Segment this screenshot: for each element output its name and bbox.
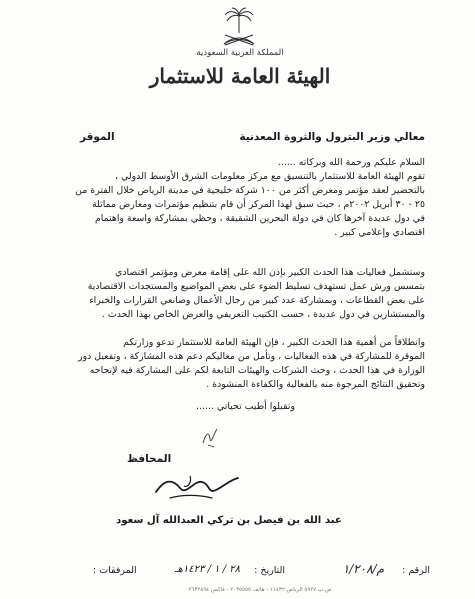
body-line: بتمسس ورش عمل تستهدف تسليط الضوء على بعض المواضيع والمستجدات الاقتصادية	[87, 281, 425, 292]
body-line: تقوم الهيئة العامة للاستثمار بالتنسيق مع مركز معلومات الشرق الأوسط الدولي ،	[114, 171, 425, 182]
ref-number-label: الرقم :	[402, 565, 430, 576]
footer-address: ص.ب ٥٩٢٧ الرياض ١١٤٣٢ - هاتف ٢٠٣٥٥٥٥ - فاكس ٢٦٣٢٨٩٤	[188, 587, 332, 593]
body-line: في دول عديدة آخرها كان في دولة البحرين الشقيقة ، وحظي بمشاركة واسعة واهتمام	[94, 213, 425, 224]
body-line: الوزارة في هذا الحدث ، وحث الشركات والهيئات التابعة لكم على المشاركة فيه لإنجاحه	[89, 365, 425, 376]
body-line: السلام عليكم ورحمة الله وبركاته ......	[277, 157, 425, 168]
governor-title: المحافظ	[127, 453, 172, 465]
kingdom-name: المملكة العربية السعودية	[196, 48, 284, 58]
honorific: الموقر	[80, 131, 115, 143]
body-line: وستشمل فعاليات هذا الحدث الكبير بإذن الله على إقامة معرض ومؤتمر اقتصادي	[115, 267, 425, 278]
body-line: ٢٥ - ٣٠ أبريل ٢٠٠٢م ، حيث سبق لهذا المركز أن قام بتنظيم مؤتمرات ومعارض مماثلة	[91, 199, 425, 210]
ref-attachments-label: المرفقات :	[93, 565, 137, 576]
body-line: بالتحضير لعقد مؤتمر ومعرض أكثر من ١٠٠ شركة خليجية في مدينة الرياض خلال الفترة من	[75, 185, 425, 196]
body-line: الموقرة للمشاركة في هذه الفعاليات ، وتأمل من معاليكم دعم هذه المشاركة ، وتفعيل دور	[78, 351, 425, 362]
body-line: والمستشارين في دول عديدة ، حسب الكتيب التعريفي والعرض الخاص بهذا الحدث .	[101, 309, 425, 320]
signatory-name: عبد الله بن فيصل بن تركي العبدالله آل سعود	[116, 515, 342, 526]
ref-number-value: م/١/٢٠٨	[342, 562, 384, 576]
closing-greeting: وتقبلوا أطيب تحياتي ......	[196, 401, 295, 412]
authority-name: الهيئة العامة للاستثمار	[149, 64, 331, 88]
reference-row	[85, 562, 430, 585]
ref-date-label: التاريخ :	[254, 565, 285, 576]
recipient-title: معالي وزير البترول والثروة المعدنية	[239, 131, 425, 143]
ref-date-value: ٢٨ / ١ / ١٤٢٣هـ	[174, 564, 240, 575]
body-line: وتحقيق النتائج المرجوة منه بالفعالية والكفاءة المنشودة .	[206, 379, 425, 390]
body-line: على بعض القطاعات ، وبمشاركة عدد كبير من رجال الأعمال وصانعي القرارات والخبراء	[89, 295, 425, 306]
signature	[150, 468, 242, 506]
saudi-emblem-icon	[219, 6, 259, 48]
handwritten-initials	[200, 425, 220, 449]
body-line: وانطلاقاً من أهمية هذا الحدث الكبير ، فإن الهيئة العامة للاستثمار تدعو وزارتكم	[123, 337, 425, 348]
body-line: اقتصادي وإعلامي كبير .	[334, 227, 425, 238]
